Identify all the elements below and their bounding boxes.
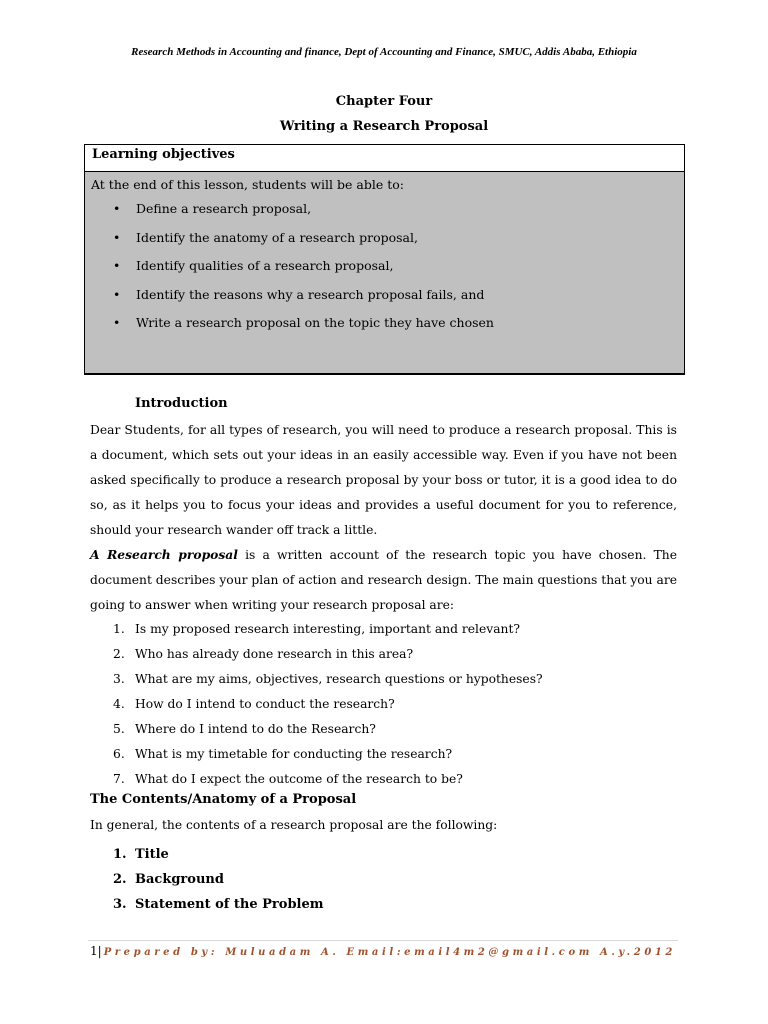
introduction-paragraph: Dear Students, for all types of research, you will need to produce a research proposal. This is a document, which sets out your ideas in an easily accessible way. Even if you have not been asked specifically to produce a research proposal by your boss or tutor, it is a good idea to do so, as it helps you to focus your ideas and provides a useful document for you to reference, should your research wander off track a little. [90,423,677,537]
introduction-heading: Introduction [135,396,228,411]
objective-item [91,281,677,310]
proposal-questions-list [90,617,680,792]
list-text: Statement of the Problem [135,897,324,912]
bullet-icon: • [113,315,121,330]
list-item [90,667,680,692]
list-item [90,742,680,767]
definition-paragraph [90,542,677,618]
list-item [90,767,680,792]
definition-term: A Research proposal [90,547,238,562]
list-number: 2. [113,872,127,887]
page-footer [90,944,676,958]
running-header: Research Methods in Accounting and finance, Dept of Accounting and Finance, SMUC, Addis Ababa, Ethiopia [131,46,637,58]
bullet-icon: • [113,286,121,302]
objectives-body [85,172,684,373]
list-item [90,717,680,742]
objective-text: Identify the reasons why a research proposal fails, and [136,286,485,302]
list-item [90,842,680,867]
bullet-icon: • [113,258,121,273]
list-item [90,617,680,642]
prepared-by: Prepared by: Muluadam A. Email:email4m2@gmail.com A.y.2012 [103,947,676,958]
contents-list [90,842,680,917]
objective-text: Write a research proposal on the topic they have chosen [136,315,494,330]
list-item [90,692,680,717]
contents-heading: The Contents/Anatomy of a Proposal [90,792,357,807]
list-item [90,642,680,667]
list-text: Where do I intend to do the Research? [135,722,376,736]
list-number: 1. [113,622,125,636]
objective-item [91,309,677,338]
learning-objectives-box [84,144,685,375]
definition-text: is a written account of the research topic you have chosen. The document describes your plan of action and research design. The main questions that you are going to answer when writing your research proposal are: [90,548,677,612]
footer-divider [88,940,678,941]
objective-text: Identify the anatomy of a research proposal, [136,229,418,245]
list-item [90,867,680,892]
list-text: Background [135,872,224,887]
bullet-icon: • [113,201,121,216]
list-number: 3. [113,897,127,912]
objective-item [91,224,677,253]
list-number: 5. [113,722,125,736]
list-text: Is my proposed research interesting, important and relevant? [135,622,520,636]
objectives-heading: Learning objectives [85,145,684,172]
list-number: 1. [113,847,127,862]
objectives-list [91,195,677,338]
list-text: What is my timetable for conducting the research? [135,747,453,761]
page-number: 1 [90,944,98,958]
list-item [90,892,680,917]
objectives-intro: At the end of this lesson, students will be able to: [91,177,404,192]
list-number: 7. [113,772,125,786]
list-text: How do I intend to conduct the research? [135,697,395,711]
footer-separator: | [97,944,102,958]
list-text: Title [135,847,169,862]
list-text: Who has already done research in this area? [135,647,414,661]
list-number: 6. [113,747,125,761]
bullet-icon: • [113,229,121,245]
list-text: What are my aims, objectives, research questions or hypotheses? [135,672,543,686]
list-text: What do I expect the outcome of the research to be? [135,772,463,786]
objective-item [91,252,677,281]
objective-text: Define a research proposal, [136,201,312,216]
list-number: 3. [113,672,125,686]
objective-text: Identify qualities of a research proposal, [136,258,394,273]
chapter-title: Writing a Research Proposal [279,119,489,134]
contents-intro: In general, the contents of a research proposal are the following: [90,818,498,832]
objective-item [91,195,677,224]
list-number: 4. [113,697,125,711]
chapter-number: Chapter Four [335,94,433,109]
list-number: 2. [113,647,125,661]
